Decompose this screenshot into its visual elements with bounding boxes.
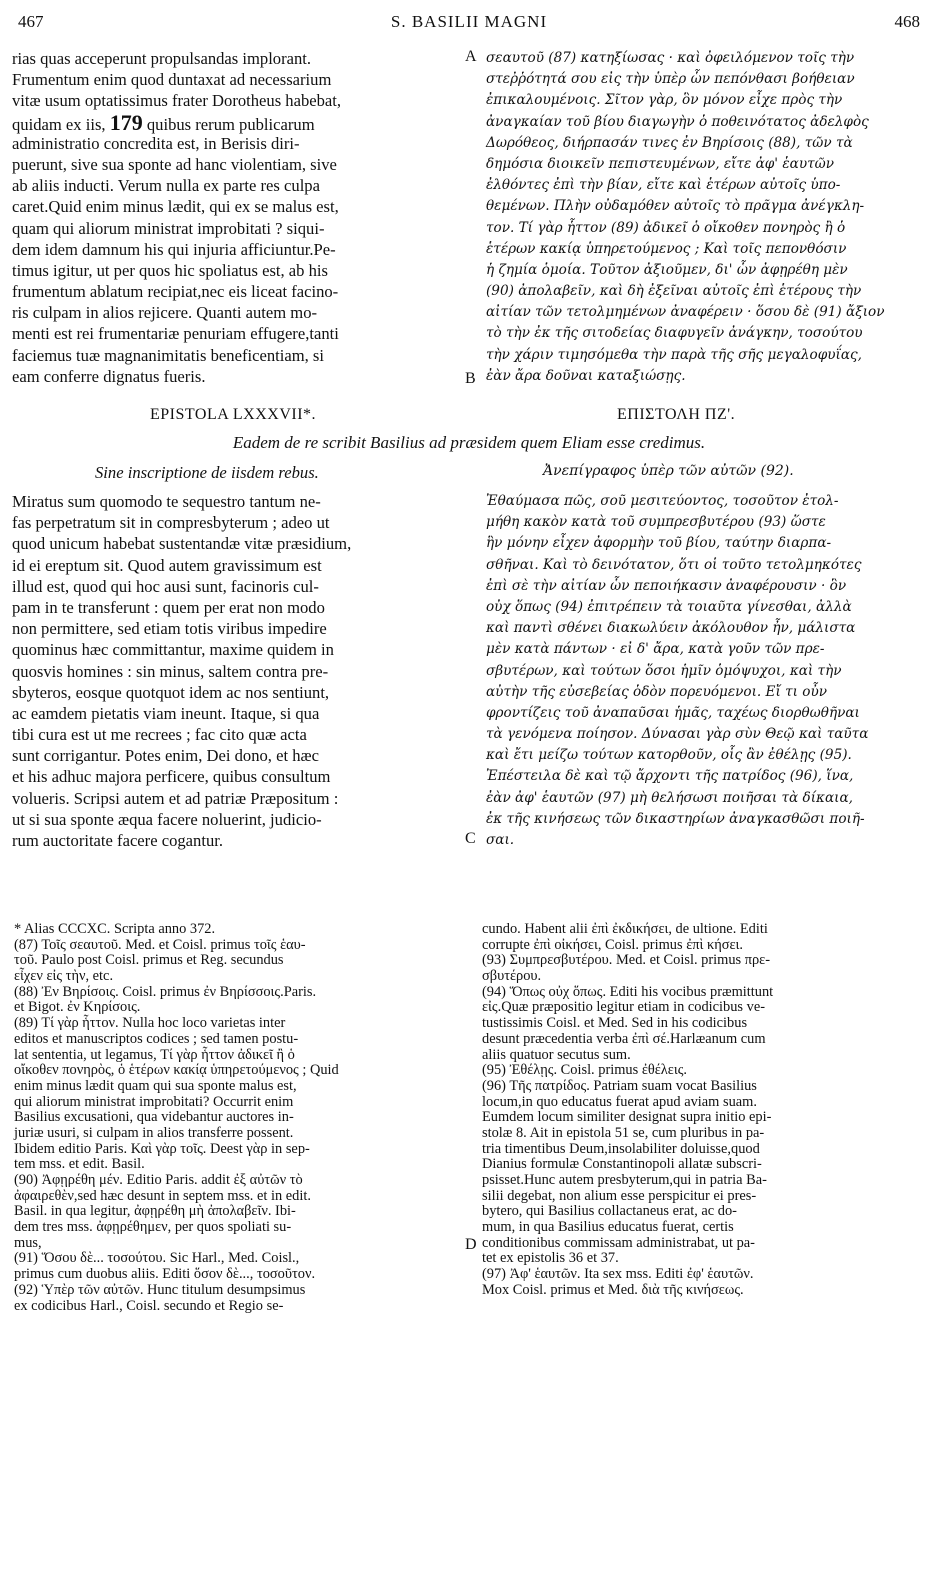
top-greek-line: αἰτίαν τῶν τετολμημένων ἀναφέρειν · ὅσου δὲ (91) ἄξιον [486, 304, 885, 321]
footnotes-right-line: locum,in quo educatus fuerat apud aviam suam. [482, 1093, 757, 1110]
footnotes-left-line: et Bigot. ἐν Κηρίσοις. [14, 999, 141, 1016]
body-greek-line: τὰ γενόμενα ποίησον. Δύνασαι γὰρ σὺν Θεῷ καὶ ταῦτα [486, 726, 869, 743]
body-latin-line: ut si sua sponte æqua facere noluerint, judicio- [12, 809, 322, 829]
footnotes-right-line: stolæ 8. Ait in epistola 51 se, cum pluribus in pa- [482, 1124, 765, 1141]
body-greek-line: αὐτὴν τῆς εὐσεβείας ὁδὸν πορευόμενοι. Εἴ τι οὖν [486, 683, 828, 700]
footnotes-left-line: ex codicibus Harl., Coisl. secundo et Regio se- [14, 1297, 284, 1314]
footnotes-right-line: desunt præcedentia verba ἐπὶ σέ.Harlæanum cum [482, 1030, 766, 1047]
top-latin-line: eam conferre dignatus fueris. [12, 366, 206, 386]
body-greek-line: σβυτέρων, καὶ τούτων ὅσοι ἡμῖν ὁμόψυχοι, καὶ τὴν [486, 662, 842, 679]
footnotes-left-line: τοῦ. Paulo post Coisl. primus et Reg. secundus [14, 952, 284, 969]
body-latin-line: ac eamdem pietatis viam ineunt. Itaque, si qua [12, 703, 320, 723]
footnotes-right-line: (95) Ἐθέλῃς. Coisl. primus ἐθέλεις. [482, 1062, 687, 1079]
top-latin-line: ris culpam in alios rejicere. Quanti autem mo- [12, 303, 318, 323]
top-latin-line: rias quas acceperunt propulsandas implorant. [12, 49, 312, 68]
top-greek-line: σεαυτοῦ (87) κατηξίωσας · καὶ ὀφειλόμενον τοῖς τὴν [486, 50, 855, 66]
footnotes-left-line: οἴκοθεν πονηρὸς, ὁ ἑτέρων κακίᾳ ὑπηρετούμενος ; Quid [14, 1062, 339, 1079]
footnotes-right-line: tet ex epistolis 36 et 37. [482, 1250, 619, 1267]
body-latin-line: quosvis homines : sin minus, saltem contra pre- [12, 661, 329, 681]
margin-mark-d: D [465, 1236, 477, 1253]
footnotes-right-line: σβυτέρου. [482, 968, 542, 985]
top-greek-line: θεμένων. Πλὴν οὐδαμόθεν αὐτοῖς τὸ πρᾶγμα ἀνέγκλη- [486, 198, 865, 215]
top-greek-line: (90) ἀπολαβεῖν, καὶ δὴ ἐξεῖναι αὐτοῖς ἐπὶ ἑτέρους τὴν [486, 283, 862, 300]
top-latin-column [12, 48, 467, 387]
footnotes-right-line: (93) Συμπρεσβυτέρου. Med. et Coisl. primus πρε- [482, 952, 771, 969]
greek-epistle-title: ΕΠΙΣΤΟΛΗ ΠΖ'. [617, 406, 736, 423]
top-greek-line: ἐὰν ἄρα δοῦναι καταξιώσῃς. [486, 367, 686, 384]
latin-epistle-title: EPISTOLA LXXXVII*. [150, 406, 317, 423]
footnotes-left-line: mus, [14, 1234, 42, 1251]
body-greek-line: σαι. [486, 832, 515, 848]
footnotes-right-line: (97) Ἀφ' ἑαυτῶν. Ita sex mss. Editi ἐφ' ἑαυτῶν. [482, 1266, 754, 1283]
top-latin-line: quam qui aliorum ministrat improbitati ? siqui- [12, 218, 325, 238]
body-latin-line: pam in te transferunt : quem per erat non modo [12, 597, 325, 617]
footnotes-left [14, 922, 464, 1314]
footnotes-right-line: bytero, qui Basilius collactaneus erat, ac do- [482, 1203, 737, 1220]
top-latin-line: quidam ex iis, 179 quibus rerum publicarum [12, 109, 315, 135]
footnotes-right-line: corrupte ἐπὶ οἰκήσει, Coisl. primus ἐπὶ κήσει. [482, 936, 744, 953]
body-greek-line: μὲν κατὰ πάντων · εἰ δ' ἄρα, κατὰ γοῦν τῶν πρε- [486, 641, 825, 658]
page-number-right: 468 [894, 12, 920, 31]
body-latin-line: tibi cura est ut me recrees ; fac cito quæ acta [12, 725, 307, 745]
footnotes-left-line: (92) Ὑπὲρ τῶν αὐτῶν. Hunc titulum desumpsimus [14, 1281, 306, 1298]
top-greek-line: ἐλθόντες ἐπὶ τὴν βίαν, εἴτε καὶ ἑτέρων αὐτοῖς ὑπο- [486, 177, 841, 194]
footnotes-right-line: Eumdem locum similiter designat supra initio epi- [482, 1109, 772, 1126]
body-latin-line: sbyteros, eosque quotquot idem ac nos sentiunt, [12, 682, 330, 702]
body-latin-line: et his adhuc majora perficere, quibus consultum [12, 767, 331, 787]
top-latin-line: administratio concredita est, in Berisis diri- [12, 133, 300, 153]
latin-sine-inscriptione: Sine inscriptione de iisdem rebus. [95, 463, 319, 482]
footnotes-right-line: cundo. Habent alii ἐπὶ ἐκδικήσει, de ultione. Editi [482, 921, 768, 937]
page-number-left: 467 [18, 12, 44, 31]
body-greek-line: καὶ ἔτι μείζω τούτων κατορθοῦν, οἷς ἂν ἐθέλῃς (95). [486, 747, 852, 764]
footnotes-right-line: silii degebat, non alium esse perspicitur ei pres- [482, 1187, 757, 1204]
footnotes-right-line: Dianius formulæ Constantinopoli allatæ subscri- [482, 1156, 762, 1173]
body-greek-line: οὐχ ὅπως (94) ἐπιτρέπειν τὰ τοιαῦτα γίνεσθαι, ἀλλὰ [486, 598, 852, 615]
body-latin-line: sunt corrigantur. Potes enim, Dei dono, et hæc [12, 746, 319, 766]
body-latin-line: id ei ereptum sit. Quod autem gravissimum est [12, 555, 322, 575]
footnotes-left-line: (88) Ἐν Βηρίσοις. Coisl. primus ἐν Βηρίσσοις.Paris. [14, 983, 317, 1000]
footnotes-left-line: (91) Ὅσου δὲ... τοσούτου. Sic Harl., Med. Coisl., [14, 1250, 300, 1267]
top-latin-line: Frumentum enim quod duntaxat ad necessarium [12, 70, 332, 90]
top-greek-line: Δωρόθεος, διήρπασάν τινες ἐν Βηρίσοις (88), τῶν τὰ [486, 134, 853, 151]
running-title: S. BASILII MAGNI [390, 12, 548, 31]
footnotes-left-line: dem tres mss. ἀφῃρέθημεν, per quos spoliati su- [14, 1219, 292, 1236]
top-greek-line: ἀναγκαίαν τοῦ βίου διαγωγὴν ὁ ποθεινότατος ἀδελφὸς [486, 113, 869, 130]
margin-mark-b: B [465, 370, 476, 387]
top-greek-line: ἡ ζημία ὁμοία. Τοῦτον ἀξιοῦμεν, δι' ὧν ἀφῃρέθη μὲν [486, 261, 848, 278]
body-latin-line: non permittere, sed etiam totis viribus impedire [12, 619, 327, 639]
top-latin-line: frumentum ablatum recipiat,nec eis liceat facino- [12, 282, 339, 302]
body-greek-line: ἐκ τῆς κινήσεως τῶν δικαστηρίων ἀναγκασθῶσι ποιῆ- [486, 810, 865, 827]
greek-sine-inscriptione: Ἀνεπίγραφος ὑπὲρ τῶν αὐτῶν (92). [543, 463, 794, 479]
body-greek-line: ἐπὶ σὲ τὴν αἰτίαν ὧν πεποιήκασιν ἀναφέρουσιν · ὃν [486, 577, 847, 594]
footnotes-right-line: tustissimis Coisl. et Med. Sed in his codicibus [482, 1015, 748, 1032]
footnotes-right-line: (96) Τῆς πατρίδος. Patriam suam vocat Basilius [482, 1077, 757, 1094]
body-greek-line: Ἐθαύμασα πῶς, σοῦ μεσιτεύοντος, τοσοῦτον ἐτολ- [486, 493, 839, 509]
footnotes-left-line: (87) Τοῖς σεαυτοῦ. Med. et Coisl. primus τοῖς ἑαυ- [14, 936, 306, 953]
top-latin-line: dem idem damnum his qui injuria afficiuntur.Pe- [12, 239, 336, 259]
footnotes-left-line: Basil. in qua legitur, ἀφῃρέθη μὴ ἀπολαβεῖν. Ibi- [14, 1203, 296, 1220]
footnotes-right [482, 922, 922, 1299]
body-latin-line: volueris. Scripsi autem et ad patriæ Præpositum : [12, 788, 339, 808]
footnotes-left-line: εἶχεν εἰς τὴν, etc. [14, 968, 114, 985]
top-latin-line: vitæ usum optatissimus frater Dorotheus habebat, [12, 91, 342, 111]
footnotes-right-line: aliis quatuor secutus sum. [482, 1046, 631, 1063]
body-latin-line: quominus hæc committantur, maxime quidem in [12, 640, 334, 660]
body-latin-line: Miratus sum quomodo te sequestro tantum ne- [12, 492, 321, 511]
body-latin-column [12, 491, 467, 851]
footnotes-left-line: editos et manuscriptos codices ; sed tamen postu- [14, 1030, 299, 1047]
footnotes-right-line: psisset.Hunc autem presbyterum,qui in patria Ba- [482, 1172, 767, 1188]
footnotes-left-line: enim minus lædit quam qui sua sponte malus est, [14, 1077, 297, 1094]
top-greek-line: τὸ τὴν ἐκ τῆς σιτοδείας διαφυγεῖν ἀνάγκην, τοσούτου [486, 325, 863, 342]
footnotes-right-line: (94) Ὅπως οὐχ ὅπως. Editi his vocibus præmittunt [482, 983, 774, 1000]
top-greek-line: δημόσια διοικεῖν πεπιστευμένων, εἴτε ἀφ' ἑαυτῶν [486, 155, 834, 172]
footnotes-left-line: tem mss. et edit. Basil. [14, 1156, 145, 1173]
top-greek-line: τον. Τί γὰρ ἧττον (89) ἀδικεῖ ὁ οἴκοθεν πονηρὸς ἢ ὁ [486, 219, 846, 236]
epistle-subtitle: Eadem de re scribit Basilius ad præsidem quem Eliam esse credimus. [232, 433, 706, 452]
footnotes-left-line: (89) Τί γὰρ ἧττον. Nulla hoc loco varietas inter [14, 1015, 286, 1032]
margin-mark-c: C [465, 830, 476, 847]
footnotes-right-line: mum, in qua Basilius educatus fuerat, certis [482, 1219, 734, 1236]
top-greek-line: ἑτέρων κακίᾳ ὑπηρετούμενος ; Καὶ τοῖς πεπονθόσιν [486, 240, 847, 257]
top-latin-line: caret.Quid enim minus lædit, qui ex se malus est, [12, 197, 339, 217]
page-header [18, 12, 920, 38]
body-greek-line: φροντίζεις τοῦ ἀναπαῦσαι ἡμᾶς, ταχέως διορθωθῆναι [486, 704, 860, 721]
body-greek-line: ἐὰν ἀφ' ἑαυτῶν (97) μὴ θελήσωσι ποιῆσαι τὰ δίκαια, [486, 789, 853, 806]
footnotes-right-line: tria timentibus Deum,insolabiliter doluisse,quod [482, 1140, 760, 1157]
body-greek-line: σθῆναι. Καὶ τὸ δεινότατον, ὅτι οἱ τοῦτο τετολμηκότες [486, 556, 862, 573]
footnotes-left-line: Ibidem editio Paris. Καὶ γὰρ τοῖς. Deest γὰρ in sep- [14, 1140, 310, 1157]
footnotes-right-line: εἰς.Quæ præpositio legitur etiam in codicibus ve- [482, 999, 765, 1016]
footnotes-left-line: ἀφαιρεθὲν,sed hæc desunt in septem mss. et in edit. [14, 1187, 311, 1204]
top-latin-line: menti est rei frumentariæ penuriam effugere,tanti [12, 324, 339, 344]
top-greek-line: στεῤῥότητά σου εἰς τὴν ὑπὲρ ὧν πεπόνθασι βοήθειαν [486, 71, 855, 88]
body-greek-column [486, 491, 924, 851]
footnotes-left-line: * Alias CCCXC. Scripta anno 372. [14, 921, 216, 937]
body-greek-line: μήθη κακὸν κατὰ τοῦ συμπρεσβυτέρου (93) ὥστε [486, 514, 826, 531]
footnotes-left-line: (90) Ἀφῃρέθη μέν. Editio Paris. addit ἐξ αὐτῶν τὸ [14, 1172, 303, 1188]
footnotes-right-line: conditionibus commissam administrabat, ut pa- [482, 1234, 755, 1251]
top-greek-column [486, 48, 924, 387]
footnotes-right-line: Mox Coisl. primus et Med. διὰ τῆς κινήσεως. [482, 1281, 744, 1298]
body-latin-line: illud est, quod qui hoc ausi sunt, facinoris cul- [12, 576, 319, 596]
body-latin-line: fas perpetratum sit in compresbyterum ; adeo ut [12, 513, 330, 533]
top-latin-line: ab aliis inducti. Verum nulla ex parte res culpa [12, 176, 320, 196]
top-latin-line: puerunt, sive sua sponte ad hanc violentiam, sive [12, 154, 337, 174]
footnotes-left-line: primus cum duobus aliis. Editi ὅσον δὲ..., τοσοῦτον. [14, 1266, 316, 1283]
top-greek-line: ἐπικαλουμένοις. Σῖτον γὰρ, ὃν μόνον εἶχε πρὸς τὴν [486, 92, 843, 109]
body-latin-line: rum auctoritate facere cogantur. [12, 831, 223, 850]
column-number: 179 [109, 109, 143, 135]
body-greek-line: Ἐπέστειλα δὲ καὶ τῷ ἄρχοντι τῆς πατρίδος (96), ἵνα, [486, 768, 854, 785]
top-latin-line: faciemus tuæ magnanimitatis beneficentiam, si [12, 345, 324, 365]
footnotes-left-line: qui aliorum ministrat improbitati? Occurrit enim [14, 1093, 294, 1110]
footnotes-left-line: juriæ usuri, si culpam in alios transferre possent. [14, 1124, 294, 1141]
footnotes-left-line: Basilius excusationi, qua videbantur auctores in- [14, 1109, 294, 1126]
footnotes-left-line: lat sententia, ut legamus, Τί γὰρ ἧττον ἀδικεῖ ἢ ὁ [14, 1046, 295, 1063]
margin-mark-a: A [465, 48, 477, 65]
top-greek-line: τὴν χάριν τιμησόμεθα τὴν παρὰ τῆς σῆς μεγαλοφυΐας, [486, 346, 862, 363]
body-latin-line: quod unicum habebat sustentandæ vitæ præsidium, [12, 534, 352, 554]
top-latin-line: timus igitur, ut per quos hic spoliatus est, ab his [12, 260, 328, 280]
body-greek-line: καὶ παντὶ σθένει διακωλύειν ἀκόλουθον ἦν, μάλιστα [486, 620, 856, 637]
body-greek-line: ἣν μόνην εἶχεν ἀφορμὴν τοῦ βίου, ταύτην διαρπα- [486, 535, 832, 552]
